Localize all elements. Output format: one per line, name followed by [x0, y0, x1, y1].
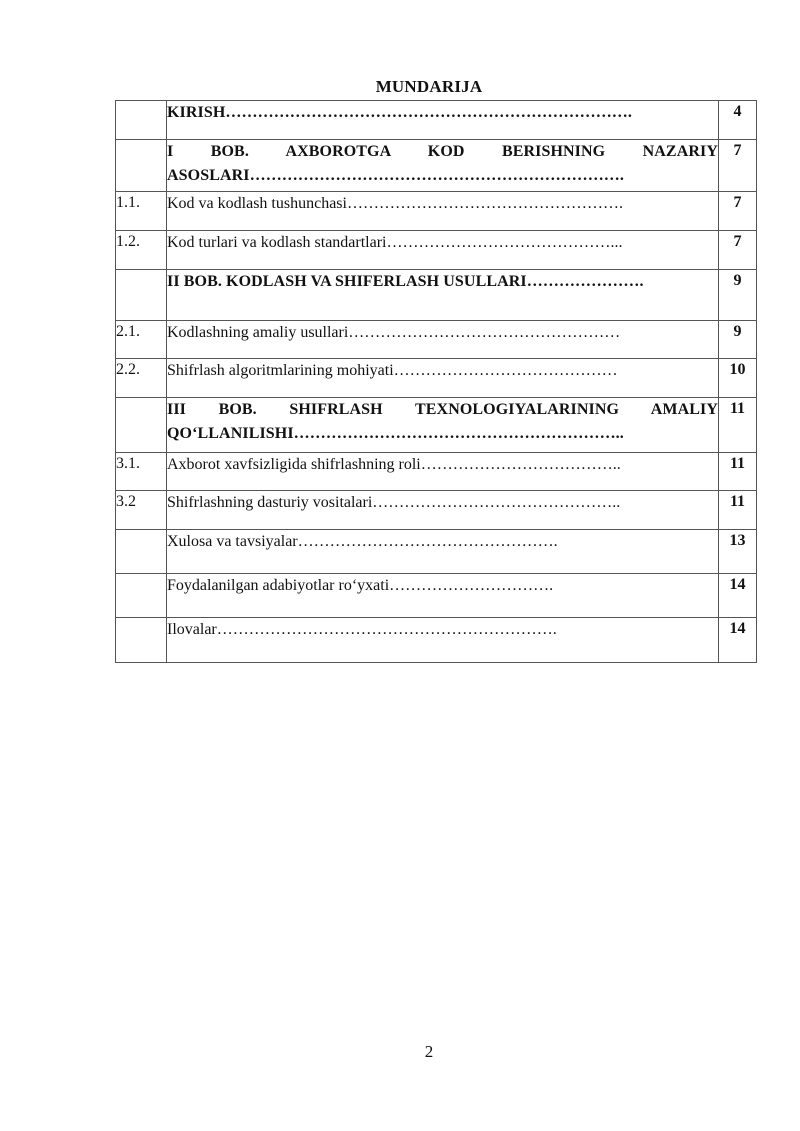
toc-row-number: [116, 270, 167, 321]
toc-entry-text: III BOB. SHIFRLASH TEXNOLOGIYALARINING AMALIY QO‘LLANILISHI……………………………………………………..: [167, 401, 718, 442]
toc-row-number: [116, 101, 167, 140]
toc-entry-text: Xulosa va tavsiyalar………………………………………….: [167, 533, 558, 550]
toc-row-page: 7: [719, 192, 757, 231]
toc-row-number: 3.2: [116, 491, 167, 530]
toc-row-number: [116, 618, 167, 663]
toc-row-page: 9: [719, 321, 757, 359]
toc-row-page: 11: [719, 491, 757, 530]
toc-row-3-2: [116, 491, 757, 530]
toc-row-title: [167, 140, 719, 192]
page-number: 2: [424, 1042, 434, 1061]
toc-row-page: 7: [719, 140, 757, 192]
toc-row-chapter-2: [116, 270, 757, 321]
toc-row-title: [167, 530, 719, 574]
toc-row-1-2: [116, 231, 757, 270]
toc-row-appendices: [116, 618, 757, 663]
toc-row-page: 14: [719, 618, 757, 663]
toc-row-number: [116, 398, 167, 453]
toc-entry-text: Axborot xavfsizligida shifrlashning roli………………………………..: [167, 456, 621, 473]
toc-row-page: 13: [719, 530, 757, 574]
toc-row-title: [167, 398, 719, 453]
toc-row-number: 1.1.: [116, 192, 167, 231]
toc-row-number: 1.2.: [116, 231, 167, 270]
toc-row-title: [167, 491, 719, 530]
toc-row-number: [116, 140, 167, 192]
toc-entry-text: II BOB. KODLASH VA SHIFERLASH USULLARI………………….: [167, 273, 644, 290]
toc-row-title: [167, 231, 719, 270]
toc-row-conclusion: [116, 530, 757, 574]
toc-row-title: [167, 321, 719, 359]
toc-row-number: 3.1.: [116, 453, 167, 491]
toc-row-page: 14: [719, 574, 757, 618]
toc-entry-text: Kodlashning amaliy usullari……………………………………………: [167, 324, 621, 341]
toc-row-page: 10: [719, 359, 757, 398]
toc-row-kirish: [116, 101, 757, 140]
toc-row-title: [167, 192, 719, 231]
toc-row-chapter-3: [116, 398, 757, 453]
toc-row-page: 7: [719, 231, 757, 270]
toc-row-title: [167, 618, 719, 663]
toc-row-title: [167, 359, 719, 398]
toc-row-1-1: [116, 192, 757, 231]
toc-row-title: [167, 270, 719, 321]
toc-row-page: 9: [719, 270, 757, 321]
toc-entry-text: Kod turlari va kodlash standartlari……………………………………...: [167, 234, 623, 251]
toc-row-number: 2.2.: [116, 359, 167, 398]
toc-row-3-1: [116, 453, 757, 491]
toc-row-number: 2.1.: [116, 321, 167, 359]
toc-table: [115, 100, 757, 663]
toc-entry-text: Kod va kodlash tushunchasi…………………………………………….: [167, 195, 623, 212]
toc-heading: MUNDARIJA: [375, 77, 483, 96]
toc-entry-text: Foydalanilgan adabiyotlar ro‘yxati………………………….: [167, 577, 554, 594]
toc-entry-text: Ilovalar……………………………………………………….: [167, 621, 557, 638]
toc-row-references: [116, 574, 757, 618]
toc-entry-text: Shifrlashning dasturiy vositalari………………………………………..: [167, 494, 621, 511]
toc-row-title: [167, 101, 719, 140]
toc-entry-text: Shifrlash algoritmlarining mohiyati……………………………………: [167, 362, 618, 379]
toc-entry-text: KIRISH………………………………………………………………….: [167, 104, 632, 121]
toc-row-page: 11: [719, 453, 757, 491]
toc-row-page: 4: [719, 101, 757, 140]
toc-row-title: [167, 574, 719, 618]
toc-row-2-2: [116, 359, 757, 398]
toc-row-number: [116, 574, 167, 618]
toc-entry-text: I BOB. AXBOROTGA KOD BERISHNING NAZARIY ASOSLARI…………………………………………………………….: [167, 143, 718, 184]
toc-row-page: 11: [719, 398, 757, 453]
toc-row-chapter-1: [116, 140, 757, 192]
toc-row-number: [116, 530, 167, 574]
toc-row-2-1: [116, 321, 757, 359]
toc-row-title: [167, 453, 719, 491]
